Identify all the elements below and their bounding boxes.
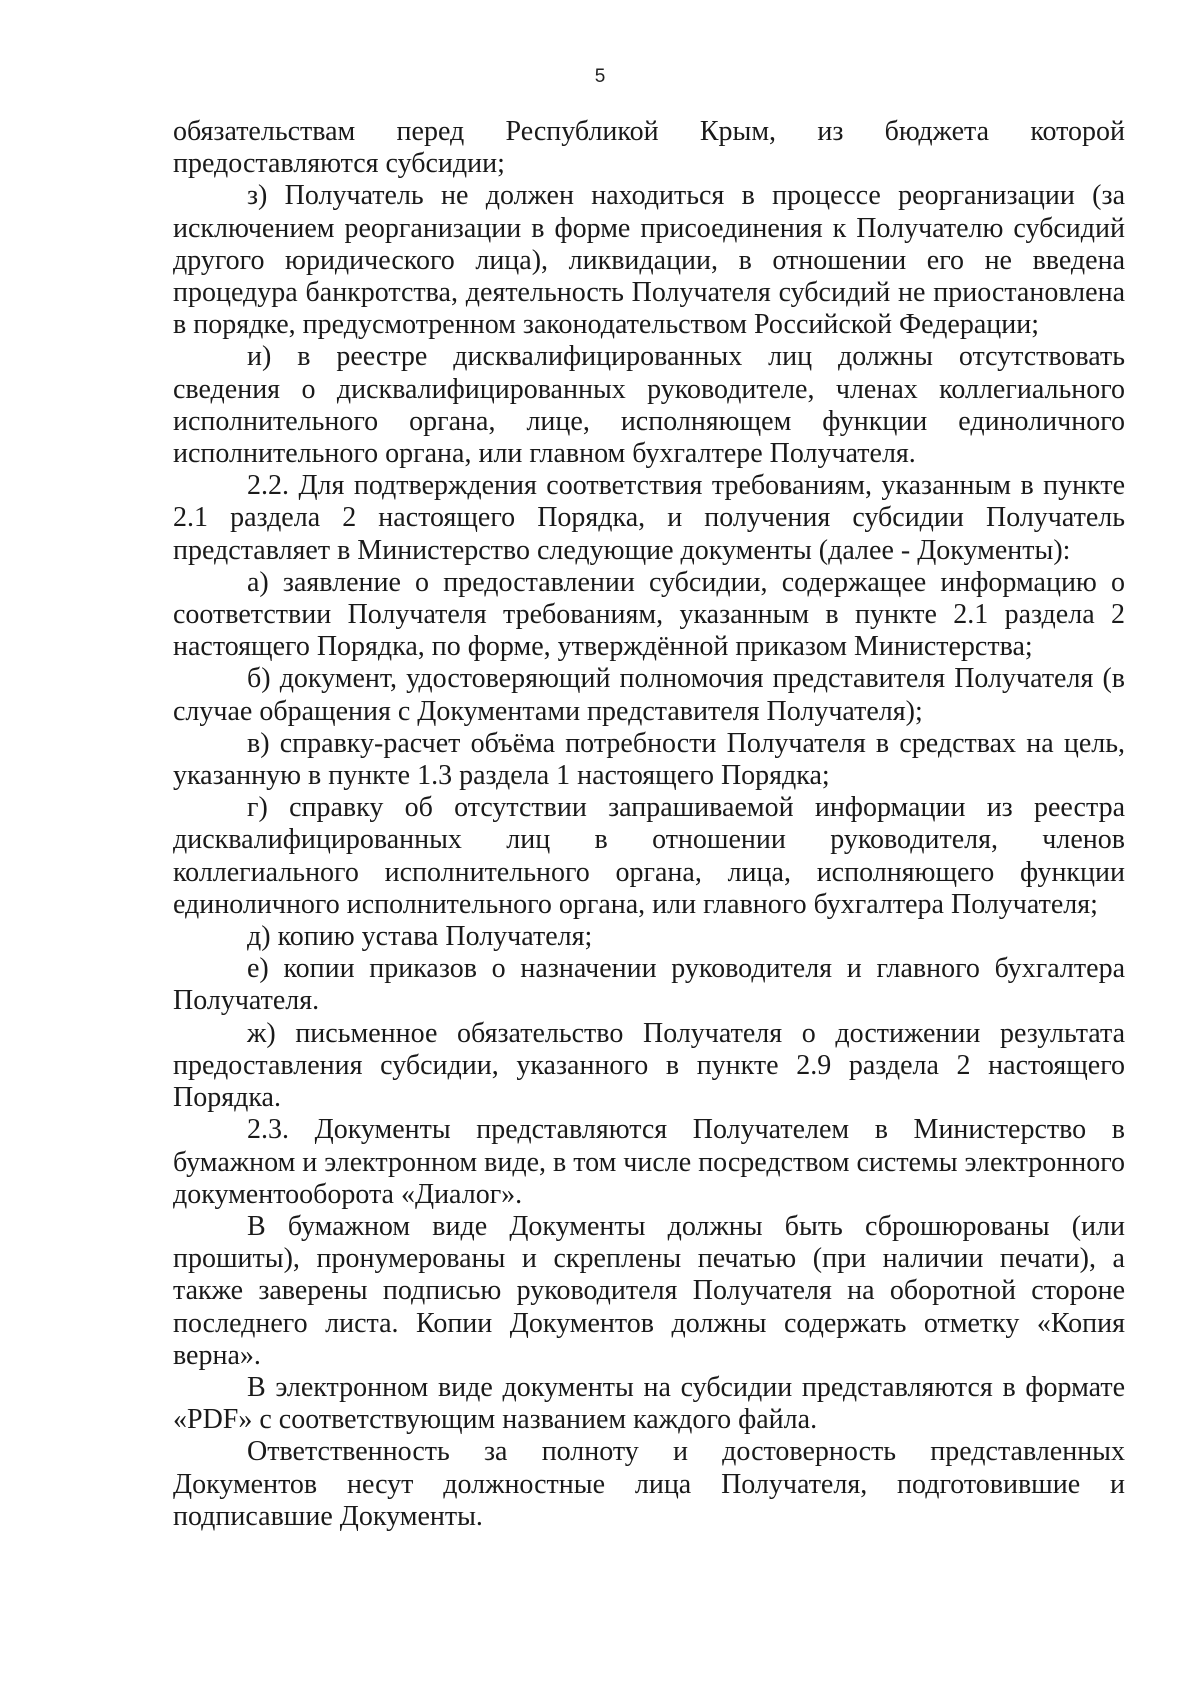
paragraph-item-a: а) заявление о предоставлении субсидии, содержащее информацию о соответствии Получателя требованиям, указанным в пункте 2.1 раздела 2 настоящего Порядка, по форме, утверждённой приказом Министерства; [173, 566, 1125, 663]
paragraph-item-g: г) справку об отсутствии запрашиваемой информации из реестра дисквалифицированных лиц в отношении руководителя, членов коллегиального исполнительного органа, лица, исполняющего функции единоличного исполнительного органа, или главного бухгалтера Получателя; [173, 792, 1125, 920]
paragraph-item-v: в) справку-расчет объёма потребности Получателя в средствах на цель, указанную в пункте 1.3 раздела 1 настоящего Порядка; [173, 727, 1125, 792]
paragraph-item-zh: ж) письменное обязательство Получателя о достижении результата предоставления субсидии, указанного в пункте 2.9 раздела 2 настоящего Порядка. [173, 1017, 1125, 1114]
page-number: 5 [594, 66, 606, 87]
paragraph-electronic-form: В электронном виде документы на субсидии представляются в формате «PDF» с соответствующим названием каждого файла. [173, 1371, 1125, 1436]
paragraph-item-i: и) в реестре дисквалифицированных лиц должны отсутствовать сведения о дисквалифицированных руководителе, членах коллегиального исполнительного органа, лице, исполняющем функции единоличного исполнительного органа, или главном бухгалтере Получателя. [173, 341, 1125, 470]
paragraph-continuation: обязательствам перед Республикой Крым, из бюджета которой предоставляются субсидии; [173, 116, 1125, 180]
paragraph-item-z: з) Получатель не должен находиться в процессе реорганизации (за исключением реорганизации в форме присоединения к Получателю субсидий другого юридического лица), ликвидации, в отношении его не введена процедура банкротства, деятельность Получателя субсидий не приостановлена в порядке, предусмотренном законодательством Российской Федерации; [173, 180, 1125, 341]
paragraph-item-e: е) копии приказов о назначении руководителя и главного бухгалтера Получателя. [173, 953, 1125, 1017]
paragraph-responsibility: Ответственность за полноту и достоверность представленных Документов несут должностные лица Получателя, подготовившие и подписавшие Документы. [173, 1436, 1125, 1532]
paragraph-item-d: д) копию устава Получателя; [247, 921, 593, 953]
paragraph-item-b: б) документ, удостоверяющий полномочия представителя Получателя (в случае обращения с Документами представителя Получателя); [173, 663, 1125, 727]
paragraph-clause-2-3: 2.3. Документы представляются Получателем в Министерство в бумажном и электронном виде, в том числе посредством системы электронного документооборота «Диалог». [173, 1114, 1125, 1210]
paragraph-paper-form: В бумажном виде Документы должны быть сброшюрованы (или прошиты), пронумерованы и скреплены печатью (при наличии печати), а также заверены подписью руководителя Получателя на оборотной стороне последнего листа. Копии Документов должны содержать отметку «Копия верна». [173, 1210, 1125, 1371]
paragraph-clause-2-2: 2.2. Для подтверждения соответствия требованиям, указанным в пункте 2.1 раздела 2 настоящего Порядка, и получения субсидии Получатель представляет в Министерство следующие документы (далее - Документы): [173, 470, 1125, 566]
document-body [173, 116, 1125, 1533]
